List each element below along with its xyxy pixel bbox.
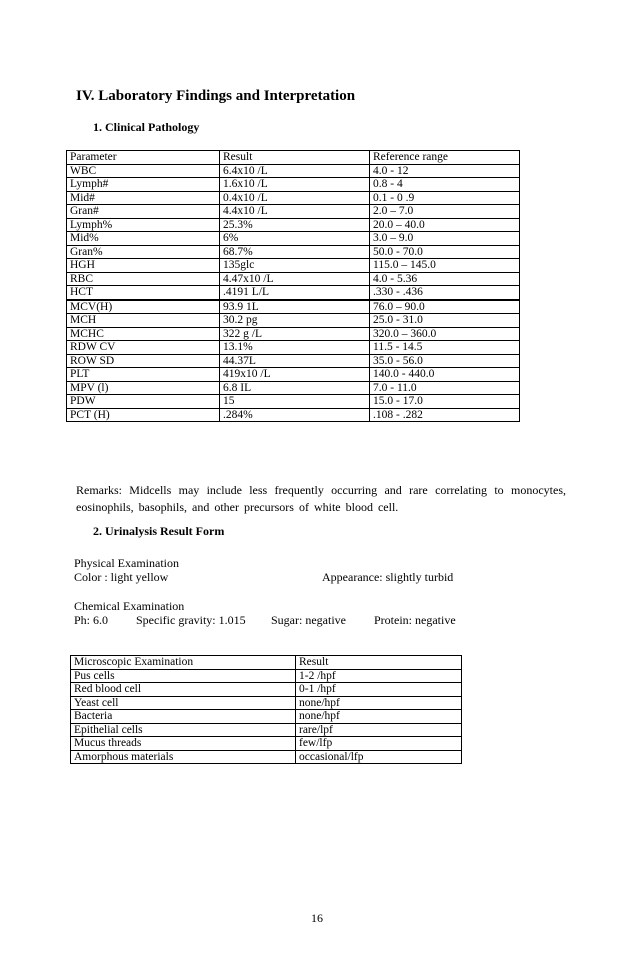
table-row (67, 259, 520, 273)
table-cell: 44.37L (220, 354, 370, 368)
clinical-pathology-title: 1. Clinical Pathology (93, 120, 200, 134)
physical-exam-heading: Physical Examination (74, 556, 179, 570)
table-row (67, 232, 520, 246)
table-cell: 6.8 IL (220, 381, 370, 395)
table-row (67, 272, 520, 286)
table-row (67, 395, 520, 409)
table-row (67, 191, 520, 205)
table-cell: 0.8 - 4 (370, 178, 520, 192)
table-cell: Bacteria (71, 710, 296, 724)
table-header-cell: Reference range (370, 151, 520, 165)
table-cell: 13.1% (220, 341, 370, 355)
table-cell: 1-2 /hpf (296, 669, 462, 683)
table-row (67, 368, 520, 382)
table-cell: 68.7% (220, 245, 370, 259)
table-row (71, 750, 462, 764)
table-cell: 6.4x10 /L (220, 164, 370, 178)
table-cell: 140.0 - 440.0 (370, 368, 520, 382)
table-row (67, 300, 520, 314)
table-cell: .108 - .282 (370, 408, 520, 422)
table-cell: HCT (67, 286, 220, 300)
chemical-exam-heading: Chemical Examination (74, 599, 185, 613)
table-cell: .4191 L/L (220, 286, 370, 300)
table-cell: 4.47x10 /L (220, 272, 370, 286)
appearance-value: Appearance: slightly turbid (322, 570, 454, 584)
remarks-text: Remarks: Midcells may include less frequently occurring and rare correlating to monocytes, eosinophils, basophils, and other precursors of white blood cell. (76, 483, 566, 514)
table-header-cell: Parameter (67, 151, 220, 165)
color-value: Color : light yellow (74, 570, 169, 584)
table-cell: Mid% (67, 232, 220, 246)
table-row (67, 245, 520, 259)
table-cell: 35.0 - 56.0 (370, 354, 520, 368)
table-cell: 0.1 - 0 .9 (370, 191, 520, 205)
table-cell: MCHC (67, 327, 220, 341)
table-cell: Amorphous materials (71, 750, 296, 764)
table-cell: 0-1 /hpf (296, 683, 462, 697)
table-header-row (71, 656, 462, 670)
specific-gravity-value: Specific gravity: 1.015 (136, 613, 246, 627)
table-row (67, 327, 520, 341)
table-cell: 2.0 – 7.0 (370, 205, 520, 219)
table-cell: 135glc (220, 259, 370, 273)
table-cell: Pus cells (71, 669, 296, 683)
table-cell: 11.5 - 14.5 (370, 341, 520, 355)
table-cell: Epithelial cells (71, 723, 296, 737)
table-row (71, 710, 462, 724)
table-cell: 320.0 – 360.0 (370, 327, 520, 341)
table-cell: ROW SD (67, 354, 220, 368)
table-cell: 322 g /L (220, 327, 370, 341)
table-cell: MCV(H) (67, 300, 220, 314)
table-cell: Mucus threads (71, 737, 296, 751)
table-cell: Gran# (67, 205, 220, 219)
table-cell: Yeast cell (71, 696, 296, 710)
table-cell: Gran% (67, 245, 220, 259)
table-row (67, 341, 520, 355)
protein-value: Protein: negative (374, 613, 456, 627)
table-cell: rare/lpf (296, 723, 462, 737)
table-row (67, 164, 520, 178)
sugar-value: Sugar: negative (271, 613, 346, 627)
table-cell: 25.3% (220, 218, 370, 232)
table-cell: none/hpf (296, 696, 462, 710)
table-cell: WBC (67, 164, 220, 178)
table-header-cell: Microscopic Examination (71, 656, 296, 670)
table-row (71, 669, 462, 683)
table-row (67, 218, 520, 232)
table-row (71, 696, 462, 710)
table-cell: none/hpf (296, 710, 462, 724)
urinalysis-title: 2. Urinalysis Result Form (93, 524, 225, 538)
table-cell: Lymph# (67, 178, 220, 192)
table-cell: 1.6x10 /L (220, 178, 370, 192)
table-cell: 115.0 – 145.0 (370, 259, 520, 273)
table-cell: MCH (67, 314, 220, 328)
table-cell: Mid# (67, 191, 220, 205)
table-row (67, 354, 520, 368)
table-header-cell: Result (296, 656, 462, 670)
section-title: IV. Laboratory Findings and Interpretation (76, 88, 356, 104)
table-header-row (67, 151, 520, 165)
table-header-cell: Result (220, 151, 370, 165)
table-cell: 30.2 pg (220, 314, 370, 328)
table-cell: occasional/lfp (296, 750, 462, 764)
table-cell: 4.0 - 5.36 (370, 272, 520, 286)
table-cell: 4.4x10 /L (220, 205, 370, 219)
table-cell: HGH (67, 259, 220, 273)
table-row (71, 683, 462, 697)
table-cell: PCT (H) (67, 408, 220, 422)
table-cell: .330 - .436 (370, 286, 520, 300)
table-cell: RDW CV (67, 341, 220, 355)
table-row (67, 314, 520, 328)
table-row (67, 408, 520, 422)
table-cell: Red blood cell (71, 683, 296, 697)
page-number: 16 (311, 911, 323, 925)
table-cell: 25.0 - 31.0 (370, 314, 520, 328)
table-row (71, 723, 462, 737)
table-cell: few/lfp (296, 737, 462, 751)
table-row (67, 381, 520, 395)
table-cell: 4.0 - 12 (370, 164, 520, 178)
table-cell: RBC (67, 272, 220, 286)
table-cell: PDW (67, 395, 220, 409)
table-row (67, 205, 520, 219)
table-cell: 419x10 /L (220, 368, 370, 382)
ph-value: Ph: 6.0 (74, 613, 109, 627)
table-row (71, 737, 462, 751)
table-cell: 15 (220, 395, 370, 409)
table-cell: 3.0 – 9.0 (370, 232, 520, 246)
table-cell: 76.0 – 90.0 (370, 300, 520, 314)
table-cell: 6% (220, 232, 370, 246)
table-cell: 0.4x10 /L (220, 191, 370, 205)
table-cell: 93.9 1L (220, 300, 370, 314)
table-cell: MPV (l) (67, 381, 220, 395)
table-row (67, 286, 520, 300)
table-cell: 15.0 - 17.0 (370, 395, 520, 409)
microscopic-exam-table (70, 655, 462, 764)
clinical-pathology-table (66, 150, 520, 422)
table-cell: 7.0 - 11.0 (370, 381, 520, 395)
table-cell: .284% (220, 408, 370, 422)
table-cell: Lymph% (67, 218, 220, 232)
table-cell: 50.0 - 70.0 (370, 245, 520, 259)
table-cell: PLT (67, 368, 220, 382)
table-cell: 20.0 – 40.0 (370, 218, 520, 232)
table-row (67, 178, 520, 192)
